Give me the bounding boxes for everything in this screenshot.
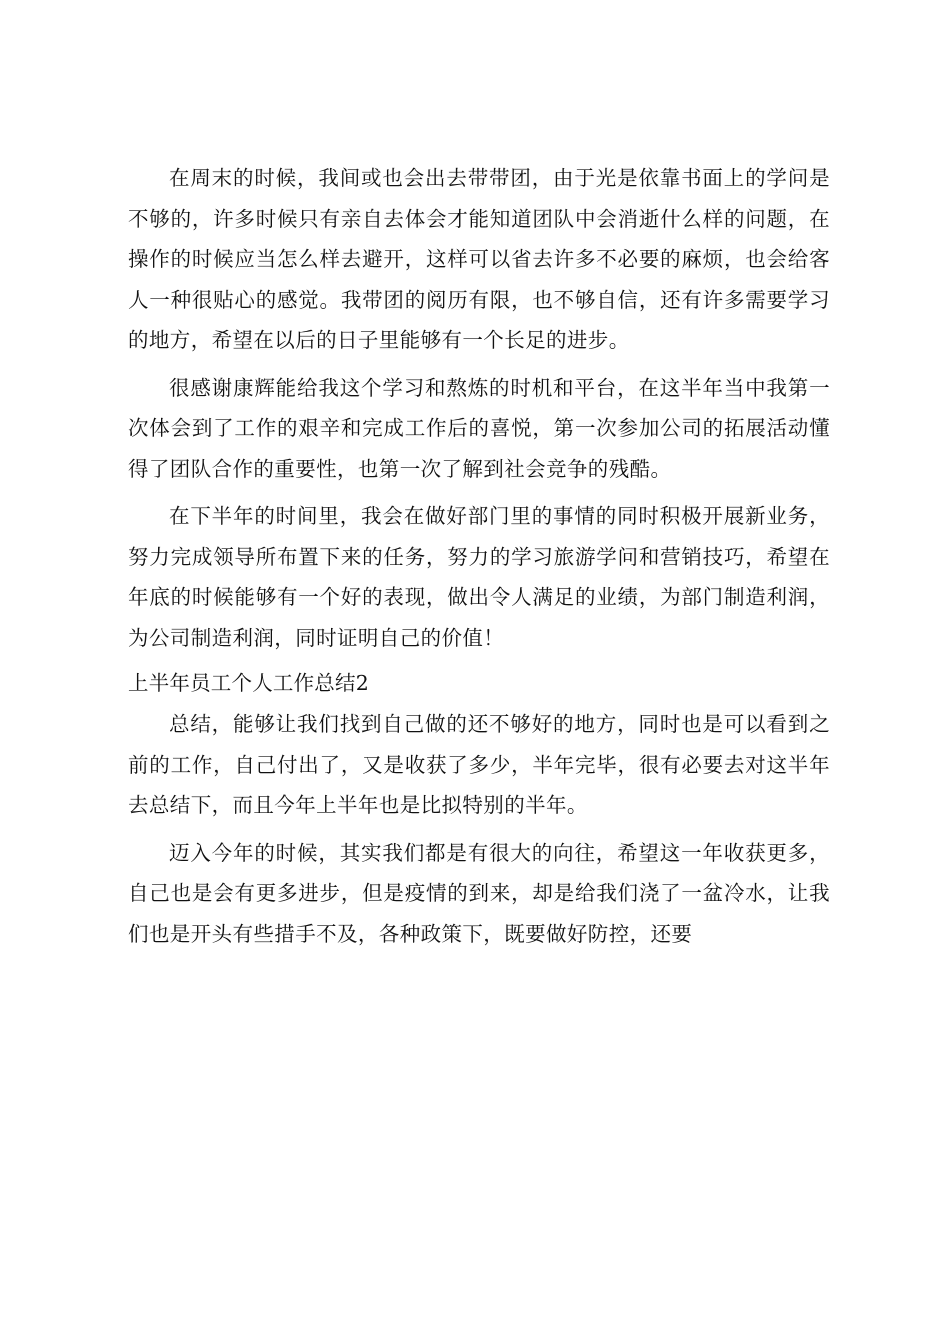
section-heading-summary-2: 上半年员工个人工作总结2 [128, 671, 369, 695]
paragraph-new-year-epidemic: 迈入今年的时候，其实我们都是有很大的向往，希望这一年收获更多，自己也是会有更多进步，但是疫情的到来，却是给我们浇了一盆冷水，让我们也是开头有些措手不及，各种政策下，既要做好防控，还要 [128, 840, 830, 946]
paragraph-gratitude: 很感谢康辉能给我这个学习和熬炼的时机和平台，在这半年当中我第一次体会到了工作的艰辛和完成工作后的喜悦，第一次参加公司的拓展活动懂得了团队合作的重要性，也第一次了解到社会竞争的残酷。 [128, 375, 830, 481]
document-body [128, 158, 830, 954]
paragraph-weekend-tours: 在周末的时候，我间或也会出去带带团，由于光是依靠书面上的学问是不够的，许多时候只有亲自去体会才能知道团队中会消逝什么样的问题，在操作的时候应当怎么样去避开，这样可以省去许多不必要的麻烦，也会给客人一种很贴心的感觉。我带团的阅历有限，也不够自信，还有许多需要学习的地方，希望在以后的日子里能够有一个长足的进步。 [128, 166, 830, 352]
paragraph-summary-intro: 总结，能够让我们找到自己做的还不够好的地方，同时也是可以看到之前的工作，自己付出了，又是收获了多少，半年完毕，很有必要去对这半年去总结下，而且今年上半年也是比拟特别的半年。 [128, 712, 830, 817]
paragraph-second-half-plan: 在下半年的时间里，我会在做好部门里的事情的同时积极开展新业务，努力完成领导所布置下来的任务，努力的学习旅游学问和营销技巧，希望在年底的时候能够有一个好的表现，做出令人满足的业绩，为部门制造利润，为公司制造利润，同时证明自己的价值！ [128, 504, 830, 650]
